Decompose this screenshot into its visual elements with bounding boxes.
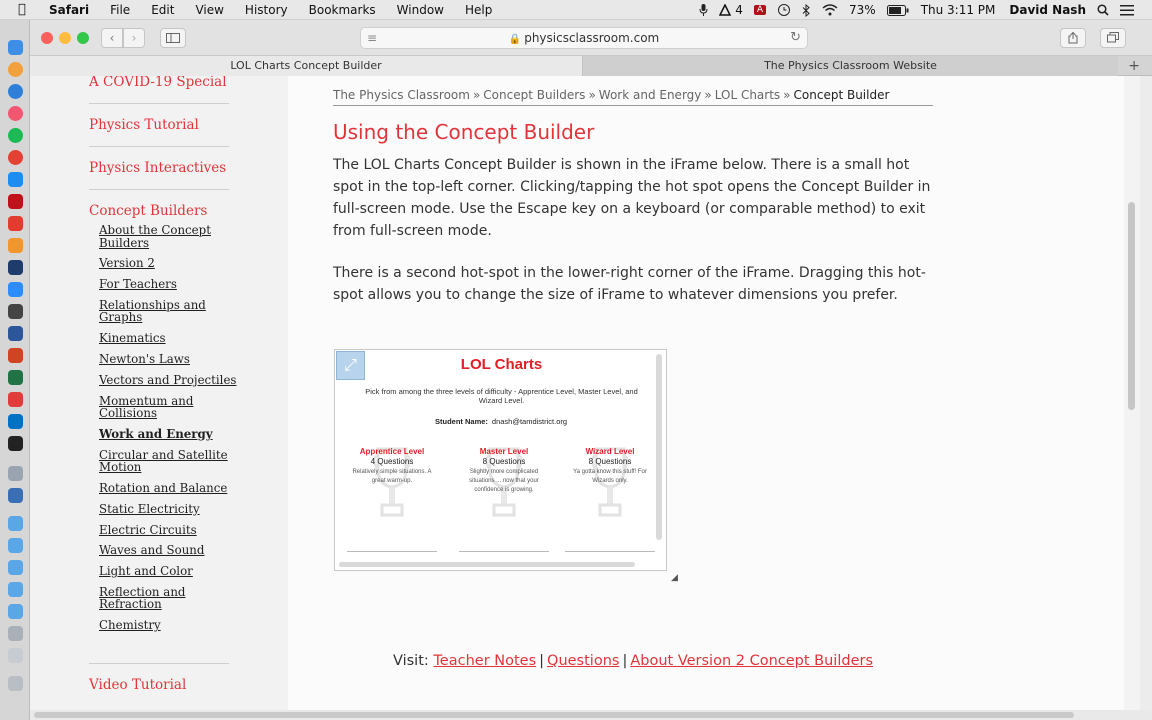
apprentice-text (347, 447, 437, 486)
battery-icon[interactable] (887, 5, 909, 16)
student-name-label: Student Name: (435, 417, 488, 426)
sidebar-item-vectors[interactable]: Vectors and Projectiles (99, 372, 237, 387)
folder-icon-3[interactable] (8, 560, 23, 575)
menu-file[interactable]: File (110, 2, 131, 17)
sidebar-concept-builders[interactable]: Concept Builders (89, 203, 208, 219)
menu-edit[interactable]: Edit (151, 2, 175, 17)
zoom-icon[interactable] (8, 282, 23, 297)
iframe-horizontal-scrollbar[interactable] (339, 562, 635, 567)
photoshop-icon[interactable] (8, 260, 23, 275)
resize-handle-icon[interactable]: ◢ (671, 573, 678, 583)
folder-icon-4[interactable] (8, 582, 23, 597)
sidebar-item-momentum[interactable]: Momentum and Collisions (99, 393, 194, 421)
adobe-cc-icon[interactable] (719, 3, 743, 17)
sidebar-item-version-2[interactable]: Version 2 (99, 256, 155, 271)
scrollbar-thumb[interactable] (1128, 202, 1135, 410)
app-icon-check[interactable] (8, 392, 23, 407)
dock (0, 20, 30, 720)
sidebar-item-chemistry[interactable]: Chemistry (99, 618, 161, 633)
reader-icon[interactable]: ≡ (367, 31, 378, 45)
time-machine-icon[interactable] (777, 3, 791, 17)
concept-builder-iframe[interactable] (334, 349, 667, 571)
url-text: physicsclassroom.com (524, 31, 660, 45)
sidebar-item-relationships[interactable]: Relationships and Graphs (99, 297, 206, 325)
wizard-questions: 8 Questions (588, 457, 632, 466)
reload-icon[interactable]: ↻ (790, 30, 801, 45)
sidebar-covid-link[interactable]: A COVID-19 Special (89, 76, 227, 90)
breadcrumb-separator: » (588, 88, 596, 102)
app-icon-gray[interactable] (8, 466, 23, 481)
close-window-button[interactable] (41, 32, 53, 44)
breadcrumb-lol-charts[interactable]: LOL Charts (714, 88, 781, 102)
apprentice-questions: 4 Questions (370, 457, 414, 466)
clock[interactable]: Thu 3:11 PM (920, 3, 996, 17)
breadcrumb-separator: » (472, 88, 481, 102)
embed-title: LOL Charts (460, 356, 543, 373)
sidebar (30, 76, 288, 710)
master-level-card[interactable] (459, 447, 549, 495)
powerpoint-icon[interactable] (8, 348, 23, 363)
app-icon-blue[interactable] (8, 488, 23, 503)
outlook-icon[interactable] (8, 414, 23, 429)
share-button[interactable] (1060, 28, 1086, 48)
new-tab-icon[interactable]: + (1128, 58, 1140, 74)
menu-history[interactable]: History (244, 2, 288, 17)
breadcrumb-separator: » (783, 88, 791, 102)
apprentice-desc: Relatively simple situations. A great warm-up. (352, 469, 432, 484)
apprentice-title: Apprentice Level (359, 447, 425, 456)
page-horizontal-scrollbar[interactable] (30, 710, 1152, 720)
page-title: Using the Concept Builder (333, 120, 595, 144)
page-viewport (30, 76, 1140, 710)
master-title: Master Level (479, 447, 529, 456)
visit-label: Visit: (393, 653, 429, 669)
breadcrumb-physics-classroom[interactable]: The Physics Classroom (333, 88, 470, 102)
sidebar-divider (89, 189, 229, 190)
breadcrumb-work-energy[interactable]: Work and Energy (598, 88, 702, 102)
adobe-acrobat-icon[interactable]: A (754, 5, 766, 15)
app-icon-orange[interactable] (8, 238, 23, 253)
menu-bookmarks[interactable]: Bookmarks (308, 2, 376, 17)
sidebar-item-rotation[interactable]: Rotation and Balance (99, 480, 228, 495)
sidebar-divider (89, 663, 229, 664)
app-icon-doc[interactable] (8, 626, 23, 641)
tab-physics-classroom[interactable]: The Physics Classroom Website (583, 56, 1118, 76)
sidebar-item-newtons-laws[interactable]: Newton's Laws (99, 351, 190, 366)
folder-icon-2[interactable] (8, 538, 23, 553)
safari-icon[interactable] (8, 84, 23, 99)
photos-icon[interactable] (8, 62, 23, 77)
spotify-icon[interactable] (8, 128, 23, 143)
notification-center-icon[interactable] (1120, 5, 1134, 16)
menu-help[interactable]: Help (465, 2, 493, 17)
master-text (459, 447, 549, 495)
acrobat-icon[interactable] (8, 194, 23, 209)
wizard-title: Wizard Level (585, 447, 635, 456)
student-name-row (435, 417, 567, 426)
visit-links (393, 653, 873, 669)
concept-builders-list (99, 224, 239, 640)
adobe-count: 4 (735, 3, 743, 17)
browser-toolbar (30, 20, 1152, 56)
sidebar-toggle-button[interactable] (160, 28, 186, 48)
camera-icon[interactable] (8, 304, 23, 319)
status-area (688, 0, 1134, 20)
page-vertical-scrollbar[interactable] (1124, 76, 1140, 710)
excel-icon[interactable] (8, 370, 23, 385)
about-version-2-link[interactable]: About Version 2 Concept Builders (630, 653, 873, 669)
begin-master-button[interactable] (459, 551, 549, 557)
sidebar-item-kinematics[interactable]: Kinematics (99, 331, 166, 346)
embed-subtitle: Pick from among the three levels of difficulty - Apprentice Level, Master Level, and Wizard Level. (365, 387, 638, 405)
menu-bar (0, 0, 1152, 20)
fullscreen-hotspot-icon[interactable]: ⤢ (336, 351, 365, 380)
wizard-desc: Ya gotta know this stuff! For Wizards only. (573, 469, 647, 484)
master-desc: Slightly more complicated situations ... now that your confidence is growing. (469, 469, 539, 493)
breadcrumb-separator: » (704, 88, 712, 102)
scrollbar-thumb[interactable] (34, 712, 1074, 718)
word-icon[interactable] (8, 326, 23, 341)
forward-button[interactable]: › (123, 28, 145, 48)
sidebar-item-static[interactable]: Static Electricity (99, 501, 200, 516)
resize-paragraph: There is a second hot-spot in the lower-right corner of the iFrame. Dragging this hot-spot allows you to change the size of iFrame to whatever dimensions you prefer. (333, 265, 926, 303)
music-icon[interactable] (8, 106, 23, 121)
microphone-icon[interactable] (699, 4, 708, 16)
master-questions: 8 Questions (482, 457, 526, 466)
link-separator: | (622, 653, 628, 669)
finder-icon[interactable] (8, 40, 23, 55)
sidebar-physics-interactives[interactable]: Physics Interactives (89, 160, 227, 176)
bluetooth-icon[interactable] (802, 4, 811, 17)
lock-icon: 🔒 (508, 34, 522, 45)
breadcrumb (333, 88, 933, 106)
sidebar-divider (89, 146, 229, 147)
tab-bar (30, 56, 1152, 76)
apple-icon[interactable] (18, 2, 32, 17)
chrome-icon[interactable] (8, 150, 23, 165)
spotlight-icon[interactable] (1097, 4, 1109, 16)
folder-icon-5[interactable] (8, 604, 23, 619)
begin-wizard-button[interactable] (565, 551, 655, 557)
main-content (288, 76, 1124, 710)
folder-icon[interactable] (8, 516, 23, 531)
wifi-icon[interactable] (822, 4, 838, 16)
sidebar-divider (89, 103, 229, 104)
sidebar-physics-tutorial[interactable]: Physics Tutorial (89, 117, 199, 133)
teacher-notes-link[interactable]: Teacher Notes (433, 653, 537, 669)
menu-app-name[interactable]: Safari (49, 2, 90, 17)
student-name-value: dnash@tamdistrict.org (491, 417, 568, 426)
address-bar[interactable] (360, 27, 808, 49)
breadcrumb-current: Concept Builder (793, 88, 890, 102)
back-button[interactable]: ‹ (101, 28, 123, 48)
menu-window[interactable]: Window (396, 2, 444, 17)
sidebar-item-reflection[interactable]: Reflection and Refraction (99, 584, 186, 612)
questions-link[interactable]: Questions (547, 653, 620, 669)
app-icon-red[interactable] (8, 216, 23, 231)
tab-overview-button[interactable] (1100, 28, 1126, 48)
battery-percent[interactable]: 73% (849, 3, 876, 17)
sidebar-item-circular[interactable]: Circular and Satellite Motion (99, 447, 228, 475)
sidebar-item-for-teachers[interactable]: For Teachers (99, 277, 177, 292)
app-icon-dark[interactable] (8, 436, 23, 451)
app-icon-doc-2[interactable] (8, 648, 23, 663)
wizard-text (565, 447, 655, 486)
menu-view[interactable]: View (195, 2, 224, 17)
iframe-vertical-scrollbar[interactable] (656, 354, 662, 540)
trash-icon[interactable] (8, 676, 23, 691)
begin-apprentice-button[interactable] (347, 551, 437, 557)
breadcrumb-concept-builders[interactable]: Concept Builders (483, 88, 586, 102)
intro-paragraph: The LOL Charts Concept Builder is shown in the iFrame below. There is a small hot spot in the top-left corner. Clicking/tapping the hot spot opens the Concept Builder in full-screen mode. Use the Escape key on a keyboard (or comparable method) to exit from full-screen mode. (333, 157, 931, 239)
sidebar-video-tutorial[interactable]: Video Tutorial (89, 677, 187, 693)
app-store-icon[interactable] (8, 172, 23, 187)
wizard-level-card[interactable] (565, 447, 655, 486)
zoom-window-button[interactable] (77, 32, 89, 44)
link-separator: | (539, 653, 545, 669)
tab-lol-charts[interactable]: LOL Charts Concept Builder (30, 56, 583, 76)
sidebar-item-waves[interactable]: Waves and Sound (99, 543, 205, 558)
user-name[interactable]: David Nash (1009, 3, 1086, 17)
sidebar-item-work-energy[interactable]: Work and Energy (99, 426, 213, 441)
sidebar-item-about[interactable]: About the Concept Builders (99, 223, 211, 250)
sidebar-item-light[interactable]: Light and Color (99, 564, 193, 579)
apprentice-level-card[interactable] (347, 447, 437, 486)
app-menu (49, 3, 513, 17)
minimize-window-button[interactable] (59, 32, 71, 44)
sidebar-item-circuits[interactable]: Electric Circuits (99, 522, 197, 537)
